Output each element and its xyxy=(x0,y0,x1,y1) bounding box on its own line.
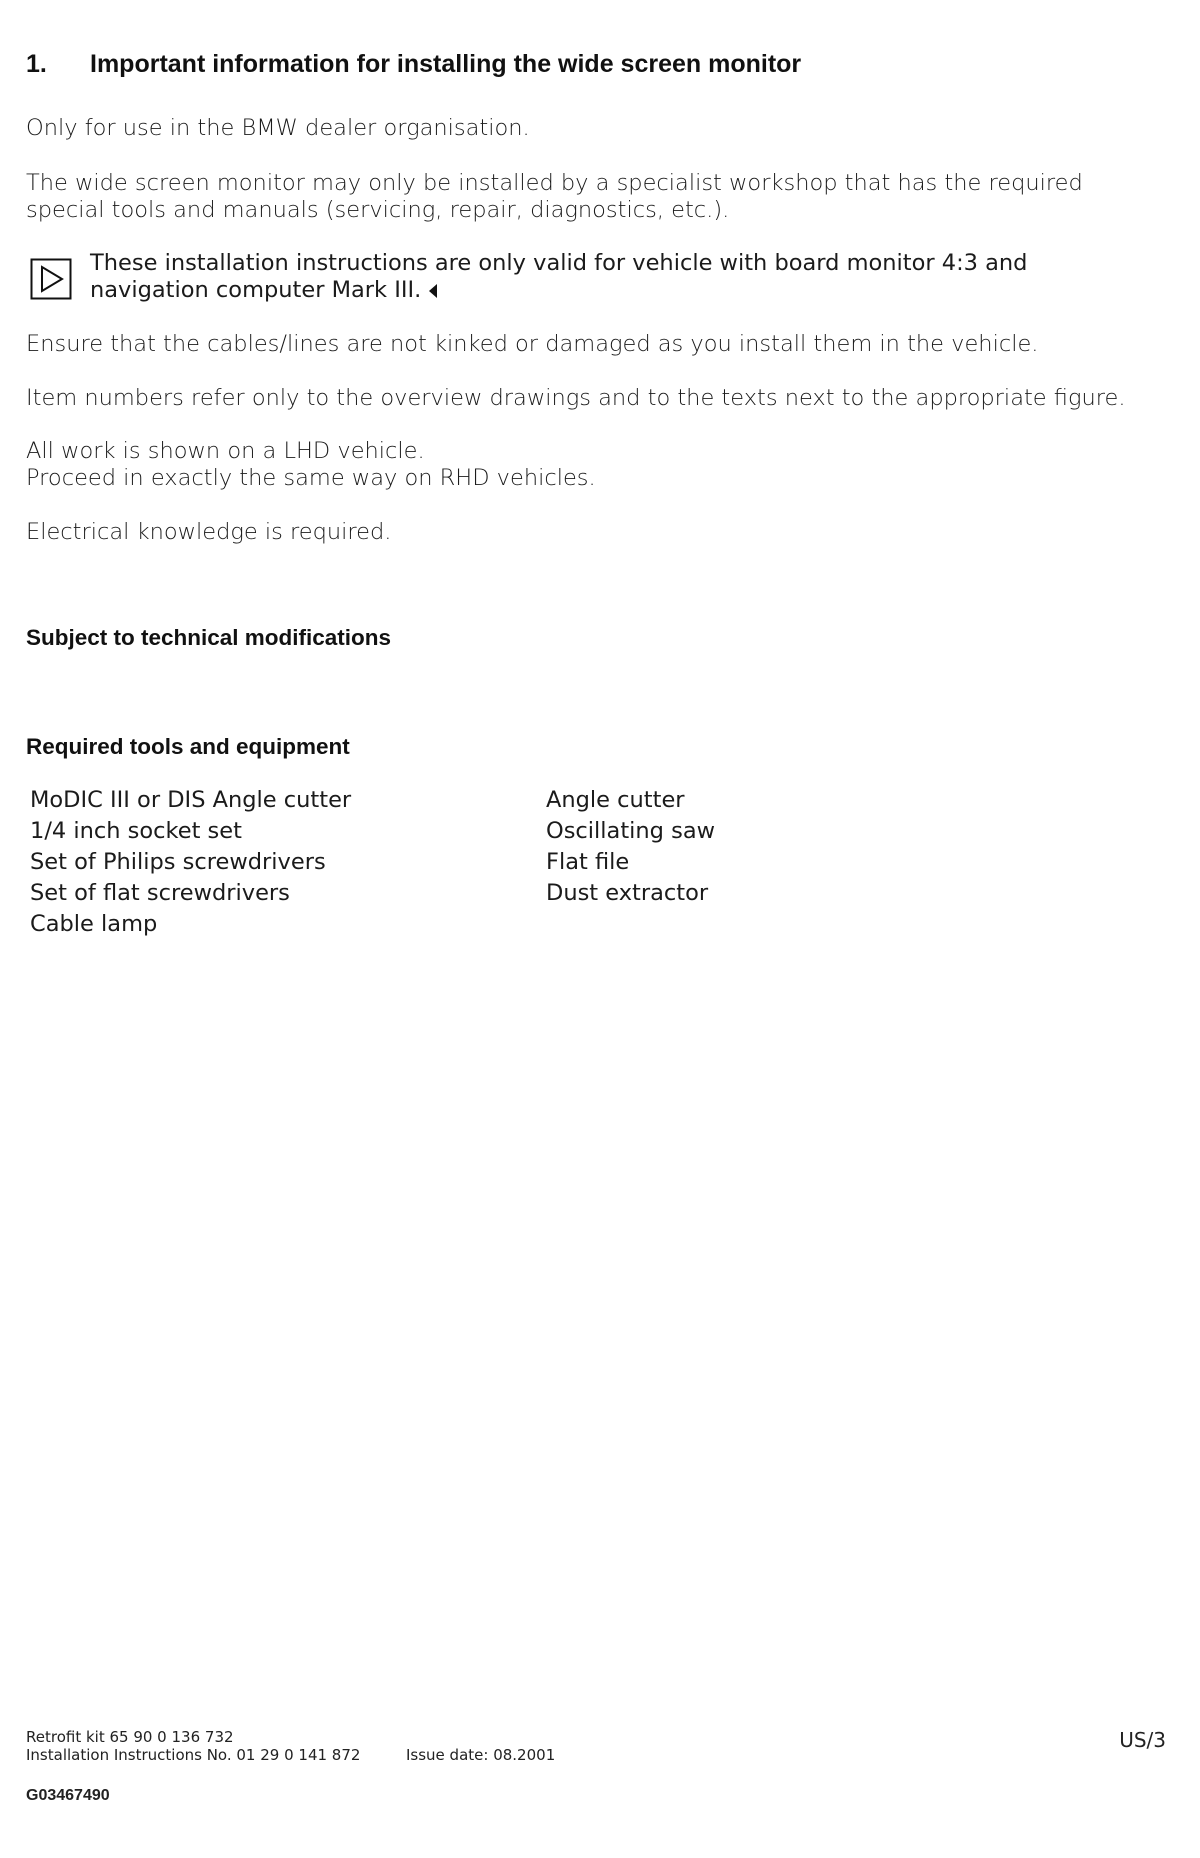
tool-item: Set of Philips screwdrivers xyxy=(30,849,326,875)
paragraph-line: Item numbers refer only to the overview drawings and to the texts next to the appropriate figure. xyxy=(26,385,1126,411)
paragraph-line: Only for use in the BMW dealer organisation. xyxy=(26,115,530,141)
note-line-text: navigation computer Mark III. xyxy=(90,277,422,303)
section-title: Important information for installing the wide screen monitor xyxy=(90,50,802,78)
paragraph-line: The wide screen monitor may only be installed by a specialist workshop that has the required xyxy=(26,170,1083,196)
tool-item: Set of flat screwdrivers xyxy=(30,880,290,906)
paragraph-electrical-knowledge xyxy=(26,519,1176,546)
paragraph-cables-warning xyxy=(26,331,1176,358)
paragraph-item-numbers xyxy=(26,385,1176,412)
paragraph-line: Electrical knowledge is required. xyxy=(26,519,392,545)
section-number: 1. xyxy=(26,50,47,78)
tools-list-left xyxy=(30,785,510,940)
paragraph-line: special tools and manuals (servicing, repair, diagnostics, etc.). xyxy=(26,197,730,223)
paragraph-vehicle-side xyxy=(26,438,1176,492)
issue-date: Issue date: 08.2001 xyxy=(406,1746,556,1764)
tool-item: Angle cutter xyxy=(546,787,685,813)
note-line: These installation instructions are only valid for vehicle with board monitor 4:3 and xyxy=(90,250,1028,276)
document-code: G03467490 xyxy=(26,1787,110,1804)
technical-modifications-heading: Subject to technical modifications xyxy=(26,625,392,650)
arrow-right-box-icon xyxy=(30,258,72,300)
tools-list-right xyxy=(546,785,1066,909)
instructions-number: Installation Instructions No. 01 29 0 141 872 xyxy=(26,1746,361,1764)
paragraph-specialist-workshop xyxy=(26,170,1176,224)
note-text xyxy=(90,250,1140,304)
note-line xyxy=(90,277,1140,304)
tool-item: 1/4 inch socket set xyxy=(30,818,242,844)
paragraph-line: Proceed in exactly the same way on RHD vehicles. xyxy=(26,465,596,491)
retrofit-kit-number: Retrofit kit 65 90 0 136 732 xyxy=(26,1728,234,1746)
tool-item: Flat file xyxy=(546,849,630,875)
section-heading xyxy=(26,46,1146,82)
note-block xyxy=(26,250,1146,312)
tool-item: Cable lamp xyxy=(30,911,158,937)
triangle-left-icon xyxy=(429,284,437,298)
tool-item: MoDIC III or DIS Angle cutter xyxy=(30,787,352,813)
paragraph-line: All work is shown on a LHD vehicle. xyxy=(26,438,425,464)
tool-item: Dust extractor xyxy=(546,880,709,906)
tool-item: Oscillating saw xyxy=(546,818,716,844)
required-tools-heading: Required tools and equipment xyxy=(26,734,350,759)
page-number: US/3 xyxy=(1119,1728,1166,1752)
paragraph-line: Ensure that the cables/lines are not kinked or damaged as you install them in the vehicle. xyxy=(26,331,1039,357)
paragraph-dealer-only xyxy=(26,115,1176,142)
page-footer xyxy=(26,1728,1166,1838)
